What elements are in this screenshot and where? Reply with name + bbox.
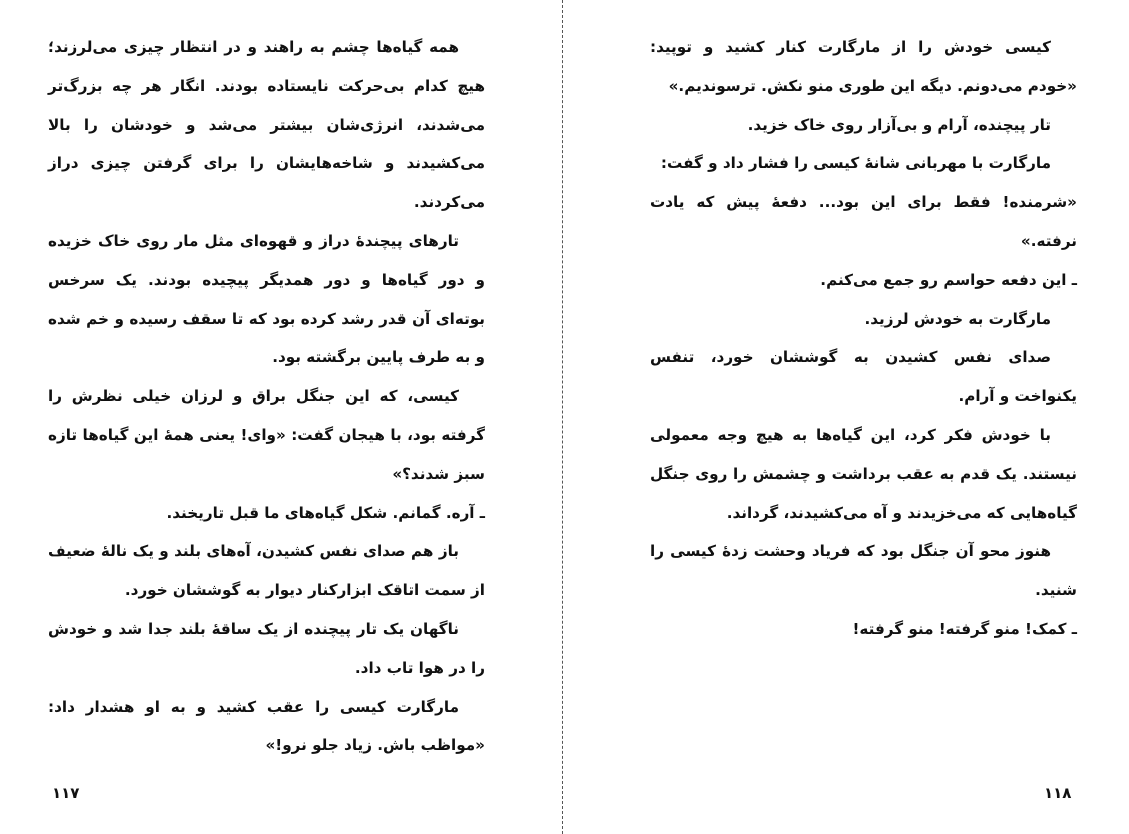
right-paragraph-1: کیسی خودش را از مارگارت کنار کشید و توپید: «خودم می‌دونم. دیگه این طوری منو نکش. ترسوندیم.» [650,38,1077,95]
right-paragraph-10: ـ کمک! منو گرفته! منو گرفته! [852,619,1077,638]
right-paragraph-8: با خودش فکر کرد، این گیاه‌ها به هیچ وجه معمولی نیستند. یک قدم به عقب برداشت و چشمش را روی جنگل گیاه‌هایی که می‌خزیدند و آه می‌کشیدند، گرداند. [650,425,1077,522]
left-paragraph-3: کیسی، که این جنگل براق و لرزان خیلی نظرش را گرفته بود، با هیجان گفت: «وای! یعنی همهٔ این گیاه‌ها تازه سبز شدند؟» [48,387,485,483]
right-paragraph-3: مارگارت با مهربانی شانهٔ کیسی را فشار داد و گفت: [660,154,1051,173]
left-paragraph-1: همه گیاه‌ها چشم به راهند و در انتظار چیزی می‌لرزند؛ هیچ کدام بی‌حرکت نایستاده بودند. انگار هر چه بزرگ‌تر می‌شدند، انرژی‌شان بیشتر می‌شد و خودشان را بالا می‌کشیدند و شاخه‌هایشان را برای گرفتن چیزی دراز می‌کردند. [48,38,485,212]
right-paragraph-6: مارگارت به خودش لرزید. [864,309,1051,328]
left-paragraph-4: ـ آره. گمانم. شکل گیاه‌های ما قبل تاریخند. [166,503,485,522]
right-paragraph-5: ـ این دفعه حواسم رو جمع می‌کنم. [820,270,1077,289]
left-paragraph-5: باز هم صدای نفس کشیدن، آه‌های بلند و یک نالهٔ ضعیف از سمت اتاقک ابزارکنار دیوار به گوششان خورد. [48,542,485,600]
left-page-text [48,28,485,765]
right-paragraph-2: تار پیچنده، آرام و بی‌آزار روی خاک خزید. [747,115,1051,134]
left-page-number: ۱۱۷ [52,784,80,802]
left-paragraph-7: مارگارت کیسی را عقب کشید و به او هشدار داد: «مواظب باش. زیاد جلو نرو!» [48,697,485,755]
left-paragraph-6: ناگهان یک تار پیچنده از یک ساقهٔ بلند جدا شد و خودش را در هوا تاب داد. [48,619,485,677]
right-paragraph-4: «شرمنده! فقط برای این بود... دفعهٔ پیش که یادت نرفته.» [650,193,1077,250]
right-page-text [650,28,1077,649]
right-paragraph-7: صدای نفس کشیدن به گوششان خورد، تنفس یکنواخت و آرام. [650,348,1077,406]
page-gutter-divider [562,0,563,834]
left-paragraph-2: تارهای پیچندهٔ دراز و قهوه‌ای مثل مار روی خاک خزیده و دور گیاه‌ها و دور همدیگر پیچیده بودند. یک سرخس بوته‌ای آن قدر رشد کرده بود که تا سقف رسیده و خم شده و به طرف پایین برگشته بود. [48,231,485,367]
right-page-number: ۱۱۸ [1044,784,1072,802]
right-paragraph-9: هنوز محو آن جنگل بود که فریاد وحشت زدهٔ کیسی را شنید. [650,542,1077,600]
